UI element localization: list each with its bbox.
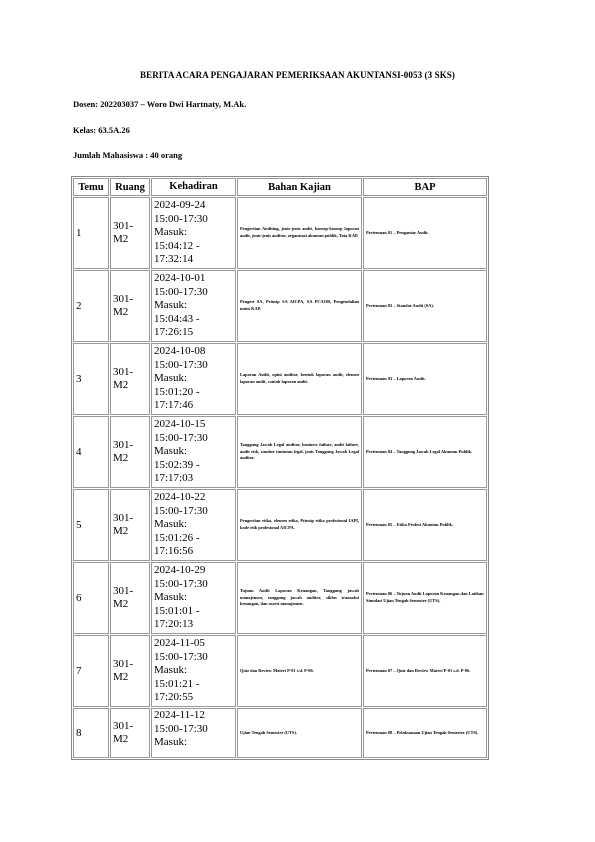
cell-bahan-kajian: Quiz dan Review Materi P-01 s.d. P-06. — [237, 635, 362, 707]
header-bahan-kajian: Bahan Kajian — [237, 178, 362, 196]
cell-bahan-kajian: Tanggung Jawab Legal auditor, business failure, audit failure, audit risk, sumber tuntutan legal, jenis Tanggung Jawab Legal auditor. — [237, 416, 362, 488]
kehadiran-keluar-waktu: 17:32:14 — [154, 253, 194, 266]
kehadiran-jam: 15:00-17:30 — [154, 650, 208, 663]
table-row — [73, 197, 487, 269]
cell-ruang: 301-M2 — [110, 562, 150, 634]
cell-kehadiran — [151, 270, 236, 342]
cell-bap: Pertemuan 07 – Quiz dan Review Materi P-01 s.d. P-06. — [363, 635, 487, 707]
cell-bap: Pertemuan 02 – Standar Audit (SA). — [363, 270, 487, 342]
table-row — [73, 270, 487, 342]
kehadiran-keluar-waktu: 17:16:56 — [154, 545, 194, 558]
cell-temu: 6 — [73, 562, 109, 634]
cell-ruang: 301-M2 — [110, 270, 150, 342]
header-ruang: Ruang — [110, 178, 150, 196]
kehadiran-masuk-label: Masuk: — [154, 664, 187, 677]
table-row — [73, 635, 487, 707]
dosen-info: Dosen: 202203037 – Woro Dwi Hartnaty, M.Ak. — [73, 99, 247, 109]
cell-kehadiran — [151, 343, 236, 415]
cell-temu: 4 — [73, 416, 109, 488]
cell-bahan-kajian: Pengertian Auditing, jenis-jenis audit, konsep-konsep laporan audit, jenis-jenis auditor, organisasi akuntan publik, Tata KAP. — [237, 197, 362, 269]
cell-bap: Pertemuan 08 – Pelaksanaan Ujian Tengah Semester (UTS). — [363, 708, 487, 758]
kehadiran-masuk-waktu: 15:01:20 - — [154, 385, 200, 398]
table-row — [73, 708, 487, 758]
cell-bahan-kajian: Ujian Tengah Semester (UTS). — [237, 708, 362, 758]
cell-kehadiran — [151, 489, 236, 561]
kehadiran-masuk-label: Masuk: — [154, 736, 187, 749]
cell-kehadiran — [151, 197, 236, 269]
table-header-row — [73, 178, 487, 196]
table-row — [73, 562, 487, 634]
kehadiran-masuk-label: Masuk: — [154, 518, 187, 531]
cell-kehadiran — [151, 416, 236, 488]
cell-bahan-kajian: Laporan Audit, opini auditor, bentuk laporan audit, elemen laporan audit, contoh laporan audit. — [237, 343, 362, 415]
kehadiran-tanggal: 2024-11-12 — [154, 709, 205, 721]
kehadiran-jam: 15:00-17:30 — [154, 285, 208, 298]
kehadiran-keluar-waktu: 17:26:15 — [154, 326, 194, 339]
kehadiran-jam: 15:00-17:30 — [154, 722, 208, 735]
kehadiran-masuk-waktu: 15:04:12 - — [154, 239, 200, 252]
cell-bap: Pertemuan 05 – Etika Profesi Akuntan Publik. — [363, 489, 487, 561]
kehadiran-masuk-waktu: 15:01:21 - — [154, 677, 200, 690]
kehadiran-jam: 15:00-17:30 — [154, 212, 208, 225]
cell-temu: 8 — [73, 708, 109, 758]
kehadiran-tanggal: 2024-09-24 — [154, 199, 206, 212]
kehadiran-masuk-waktu: 15:01:26 - — [154, 531, 200, 544]
kehadiran-tanggal: 2024-10-08 — [154, 345, 206, 358]
cell-ruang: 301-M2 — [110, 708, 150, 758]
kehadiran-jam: 15:00-17:30 — [154, 577, 208, 590]
cell-ruang: 301-M2 — [110, 343, 150, 415]
kehadiran-keluar-waktu: 17:20:55 — [154, 691, 194, 704]
cell-temu: 7 — [73, 635, 109, 707]
kehadiran-jam: 15:00-17:30 — [154, 431, 208, 444]
kehadiran-tanggal: 2024-10-15 — [154, 418, 206, 431]
document-title: BERITA ACARA PENGAJARAN PEMERIKSAAN AKUNTANSI-0053 (3 SKS) — [140, 70, 455, 80]
kehadiran-masuk-waktu: 15:04:43 - — [154, 312, 200, 325]
table-row — [73, 416, 487, 488]
kehadiran-tanggal: 2024-10-01 — [154, 272, 206, 285]
kelas-info: Kelas: 63.5A.26 — [73, 125, 130, 135]
jumlah-mahasiswa-info: Jumlah Mahasiswa : 40 orang — [73, 150, 183, 160]
kehadiran-jam: 15:00-17:30 — [154, 504, 208, 517]
kehadiran-masuk-label: Masuk: — [154, 299, 187, 312]
cell-bap: Pertemuan 04 – Tanggung Jawab Legal Akuntan Publik. — [363, 416, 487, 488]
bap-table — [71, 176, 489, 760]
header-kehadiran: Kehadiran — [151, 178, 236, 196]
kehadiran-tanggal: 2024-11-05 — [154, 637, 205, 650]
kehadiran-masuk-waktu: 15:02:39 - — [154, 458, 200, 471]
cell-ruang: 301-M2 — [110, 416, 150, 488]
kehadiran-masuk-label: Masuk: — [154, 226, 187, 239]
kehadiran-tanggal: 2024-10-22 — [154, 491, 206, 504]
cell-temu: 5 — [73, 489, 109, 561]
cell-kehadiran — [151, 708, 236, 758]
table-row — [73, 343, 487, 415]
cell-temu: 3 — [73, 343, 109, 415]
cell-ruang: 301-M2 — [110, 197, 150, 269]
cell-bap: Pertemuan 06 – Tujuan Audit Laporan Keuangan dan Latihan Simulasi Ujian Tengah Semester (UTS). — [363, 562, 487, 634]
kehadiran-keluar-waktu: 17:20:13 — [154, 618, 194, 631]
cell-kehadiran — [151, 562, 236, 634]
cell-temu: 1 — [73, 197, 109, 269]
cell-bahan-kajian: Tujuan Audit Laporan Keuangan, Tanggung jawab manajemen, tanggung jawab auditor, siklus transaksi keuangan, dan asersi manajemen. — [237, 562, 362, 634]
cell-bahan-kajian: Pengeri SA, Prinsip SA AICPA, SA PCAOB, Pengendalian mutu KAP. — [237, 270, 362, 342]
cell-ruang: 301-M2 — [110, 635, 150, 707]
kehadiran-keluar-waktu: 17:17:46 — [154, 399, 194, 412]
kehadiran-masuk-waktu: 15:01:01 - — [154, 604, 200, 617]
cell-bahan-kajian: Pengertian etika, elemen etika, Prinsip etika profesional IAPI, kode etik profesional AICPA. — [237, 489, 362, 561]
cell-bap: Pertemuan 03 – Laporan Audit. — [363, 343, 487, 415]
kehadiran-keluar-waktu: 17:17:03 — [154, 472, 194, 485]
cell-ruang: 301-M2 — [110, 489, 150, 561]
header-temu: Temu — [73, 178, 109, 196]
cell-temu: 2 — [73, 270, 109, 342]
header-bap: BAP — [363, 178, 487, 196]
table-row — [73, 489, 487, 561]
kehadiran-tanggal: 2024-10-29 — [154, 564, 206, 577]
cell-kehadiran — [151, 635, 236, 707]
kehadiran-jam: 15:00-17:30 — [154, 358, 208, 371]
kehadiran-masuk-label: Masuk: — [154, 372, 187, 385]
kehadiran-masuk-label: Masuk: — [154, 591, 187, 604]
kehadiran-masuk-label: Masuk: — [154, 445, 187, 458]
cell-bap: Pertemuan 01 – Pengantar Audit. — [363, 197, 487, 269]
